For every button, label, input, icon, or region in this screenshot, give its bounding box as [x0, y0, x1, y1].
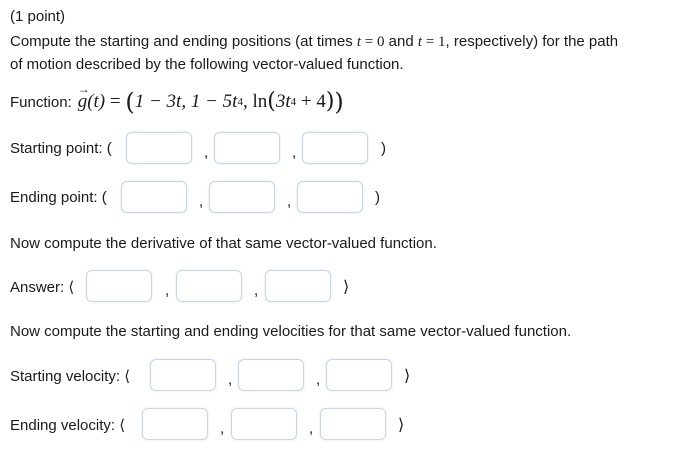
- points-label: (1 point): [10, 8, 66, 25]
- intro-text-1: Compute the starting and ending positions (at times: [10, 33, 357, 50]
- starting-velocity-z-input[interactable]: [326, 359, 392, 391]
- comma: ,: [220, 420, 225, 437]
- component-2-exponent: 4: [237, 96, 243, 108]
- starting-velocity-y-input[interactable]: [238, 359, 304, 391]
- comma: ,: [287, 193, 292, 210]
- ln-operator: ln: [252, 91, 268, 112]
- comma: ,: [316, 371, 321, 388]
- starting-point-z-input[interactable]: [302, 132, 368, 164]
- ending-point-close-paren: ): [375, 189, 380, 206]
- inner-open-paren: (: [267, 89, 276, 114]
- starting-point-y-input[interactable]: [214, 132, 280, 164]
- derivative-close-angle: ⟩: [343, 277, 350, 296]
- comma: ,: [165, 282, 170, 299]
- intro-text-2: , respectively) for the path: [445, 33, 619, 50]
- ending-point-label: Ending point: (: [10, 189, 107, 206]
- comma: ,: [228, 371, 233, 388]
- ending-velocity-label: Ending velocity: ⟨: [10, 417, 126, 434]
- ending-velocity-y-input[interactable]: [231, 408, 297, 440]
- function-label: Function:: [10, 93, 72, 111]
- function-name: g: [77, 91, 88, 112]
- function-formula: [77, 82, 344, 116]
- comma: ,: [199, 193, 204, 210]
- time-value-1: = 0: [361, 34, 385, 50]
- ending-velocity-z-input[interactable]: [320, 408, 386, 440]
- inner-close-paren: ): [325, 89, 335, 114]
- question-intro-line-2: of motion described by the following vector-valued function.: [10, 56, 404, 73]
- component-2: 1 − 5t: [190, 91, 238, 112]
- comma: ,: [204, 144, 209, 161]
- comma: ,: [292, 144, 297, 161]
- comma: ,: [309, 420, 314, 437]
- starting-velocity-label: Starting velocity: ⟨: [10, 368, 131, 385]
- starting-point-label: Starting point: (: [10, 140, 112, 157]
- intro-and: and: [384, 33, 418, 50]
- ending-point-x-input[interactable]: [121, 181, 187, 213]
- derivative-x-input[interactable]: [86, 270, 152, 302]
- function-arg: (t): [87, 91, 106, 112]
- function-definition: [10, 82, 344, 116]
- component-separator: ,: [242, 91, 253, 112]
- starting-velocity-close-angle: ⟩: [404, 366, 411, 385]
- question-intro-line-1: [10, 33, 618, 51]
- derivative-y-input[interactable]: [176, 270, 242, 302]
- derivative-z-input[interactable]: [265, 270, 331, 302]
- component-1: 1 − 3t,: [134, 91, 191, 112]
- time-variable-1: t: [356, 34, 362, 50]
- time-value-2: = 1: [422, 34, 446, 50]
- inner-constant: + 4: [296, 91, 326, 112]
- time-variable-2: t: [417, 34, 423, 50]
- velocities-instruction: Now compute the starting and ending velocities for that same vector-valued function.: [10, 323, 572, 340]
- derivative-instruction: Now compute the derivative of that same vector-valued function.: [10, 235, 437, 252]
- starting-point-x-input[interactable]: [126, 132, 192, 164]
- inner-term: 3t: [275, 91, 291, 112]
- vector-arrow-icon: →: [77, 82, 90, 96]
- outer-open-paren: (: [125, 88, 135, 116]
- comma: ,: [254, 282, 259, 299]
- starting-velocity-x-input[interactable]: [150, 359, 216, 391]
- vector-g: [77, 82, 90, 113]
- inner-exponent: 4: [290, 96, 297, 108]
- derivative-answer-label: Answer: ⟨: [10, 279, 75, 296]
- ending-point-z-input[interactable]: [297, 181, 363, 213]
- ending-point-y-input[interactable]: [209, 181, 275, 213]
- equals-sign: =: [105, 91, 126, 112]
- ending-velocity-close-angle: ⟩: [398, 415, 405, 434]
- ending-velocity-x-input[interactable]: [142, 408, 208, 440]
- outer-close-paren: ): [334, 88, 344, 116]
- starting-point-close-paren: ): [381, 140, 386, 157]
